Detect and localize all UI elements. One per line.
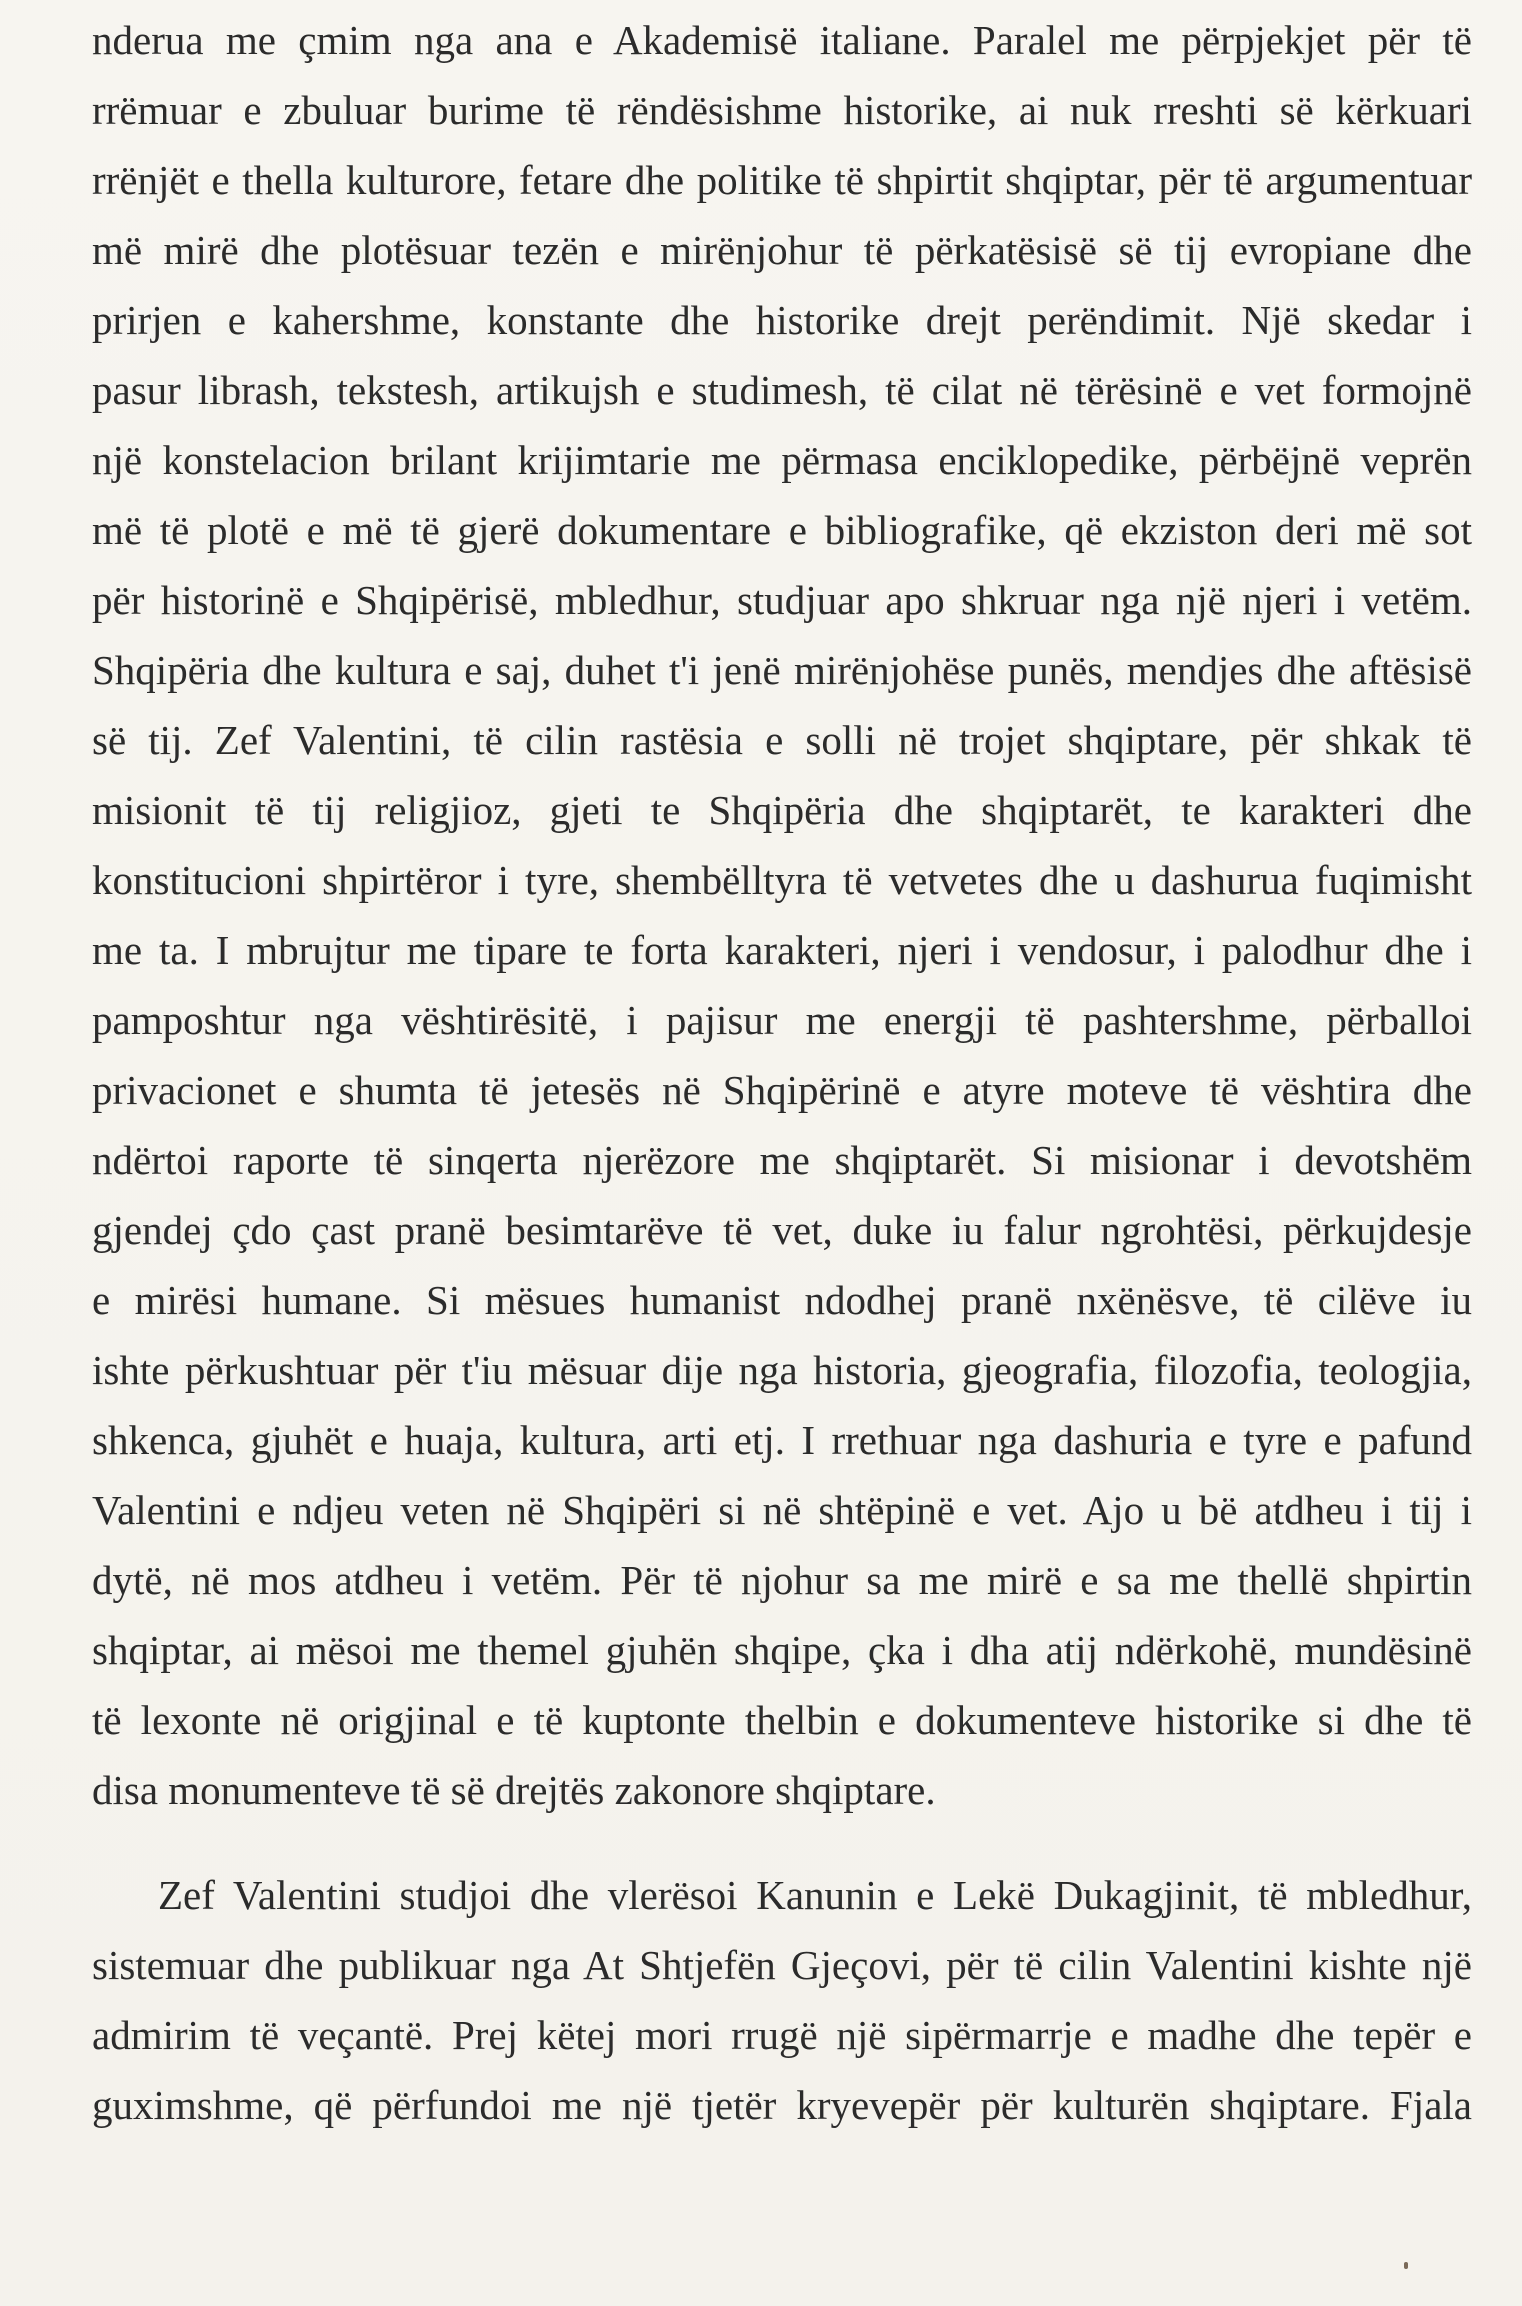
text-line: konstitucioni shpirtëror i tyre, shembëlltyra të vetvetes dhe u dashurua fuqimisht	[92, 857, 1472, 903]
text-line: më mirë dhe plotësuar tezën e mirënjohur të përkatësisë së tij evropiane dhe	[92, 227, 1472, 273]
text-line: më të plotë e më të gjerë dokumentare e bibliografike, që ekziston deri më sot	[92, 507, 1472, 553]
text-line: një konstelacion brilant krijimtarie me përmasa enciklopedike, përbëjnë veprën	[92, 437, 1472, 483]
text-line: ndërtoi raporte të sinqerta njerëzore me shqiptarët. Si misionar i devotshëm	[92, 1137, 1472, 1183]
text-line: shqiptar, ai mësoi me themel gjuhën shqipe, çka i dha atij ndërkohë, mundësinë	[92, 1627, 1472, 1673]
text-line: të lexonte në origjinal e të kuptonte thelbin e dokumenteve historike si dhe të	[92, 1697, 1472, 1743]
text-line: gjendej çdo çast pranë besimtarëve të vet, duke iu falur ngrohtësi, përkujdesje	[92, 1207, 1472, 1253]
text-line: dytë, në mos atdheu i vetëm. Për të njohur sa me mirë e sa me thellë shpirtin	[92, 1557, 1472, 1603]
text-line: pamposhtur nga vështirësitë, i pajisur me energji të pashtershme, përballoi	[92, 997, 1472, 1043]
text-line: misionit të tij religjioz, gjeti te Shqipëria dhe shqiptarët, te karakteri dhe	[92, 787, 1472, 833]
text-line: pasur librash, tekstesh, artikujsh e studimesh, të cilat në tërësinë e vet formojnë	[92, 367, 1472, 413]
text-line: privacionet e shumta të jetesës në Shqipërinë e atyre moteve të vështira dhe	[92, 1067, 1472, 1113]
scan-speck	[1404, 2262, 1408, 2269]
text-line: shkenca, gjuhët e huaja, kultura, arti etj. I rrethuar nga dashuria e tyre e pafund	[92, 1417, 1472, 1463]
text-line: për historinë e Shqipërisë, mbledhur, studjuar apo shkruar nga një njeri i vetëm.	[92, 577, 1472, 623]
text-line: prirjen e kahershme, konstante dhe historike drejt perëndimit. Një skedar i	[92, 297, 1472, 343]
text-line: guximshme, që përfundoi me një tjetër kryevepër për kulturën shqiptare. Fjala	[92, 2082, 1472, 2128]
text-line: e mirësi humane. Si mësues humanist ndodhej pranë nxënësve, të cilëve iu	[92, 1277, 1472, 1323]
text-line: ishte përkushtuar për t'iu mësuar dije nga historia, gjeografia, filozofia, teologjia,	[92, 1347, 1472, 1393]
text-line: Valentini e ndjeu veten në Shqipëri si në shtëpinë e vet. Ajo u bë atdheu i tij i	[92, 1487, 1472, 1533]
text-line: me ta. I mbrujtur me tipare te forta karakteri, njeri i vendosur, i palodhur dhe i	[92, 927, 1472, 973]
text-line: nderua me çmim nga ana e Akademisë italiane. Paralel me përpjekjet për të	[92, 17, 1472, 63]
text-line: së tij. Zef Valentini, të cilin rastësia e solli në trojet shqiptare, për shkak të	[92, 717, 1472, 763]
text-line: disa monumenteve të së drejtës zakonore shqiptare.	[92, 1767, 936, 1813]
text-line: rrënjët e thella kulturore, fetare dhe politike të shpirtit shqiptar, për të argumentuar	[92, 157, 1472, 203]
text-line: Shqipëria dhe kultura e saj, duhet t'i jenë mirënjohëse punës, mendjes dhe aftësisë	[92, 647, 1472, 693]
text-line: sistemuar dhe publikuar nga At Shtjefën Gjeçovi, për të cilin Valentini kishte një	[92, 1942, 1472, 1988]
text-line: Zef Valentini studjoi dhe vlerësoi Kanunin e Lekë Dukagjinit, të mbledhur,	[158, 1872, 1472, 1918]
text-line: rrëmuar e zbuluar burime të rëndësishme historike, ai nuk rreshti së kërkuari	[92, 87, 1472, 133]
text-line: admirim të veçantë. Prej këtej mori rrugë një sipërmarrje e madhe dhe tepër e	[92, 2012, 1472, 2058]
